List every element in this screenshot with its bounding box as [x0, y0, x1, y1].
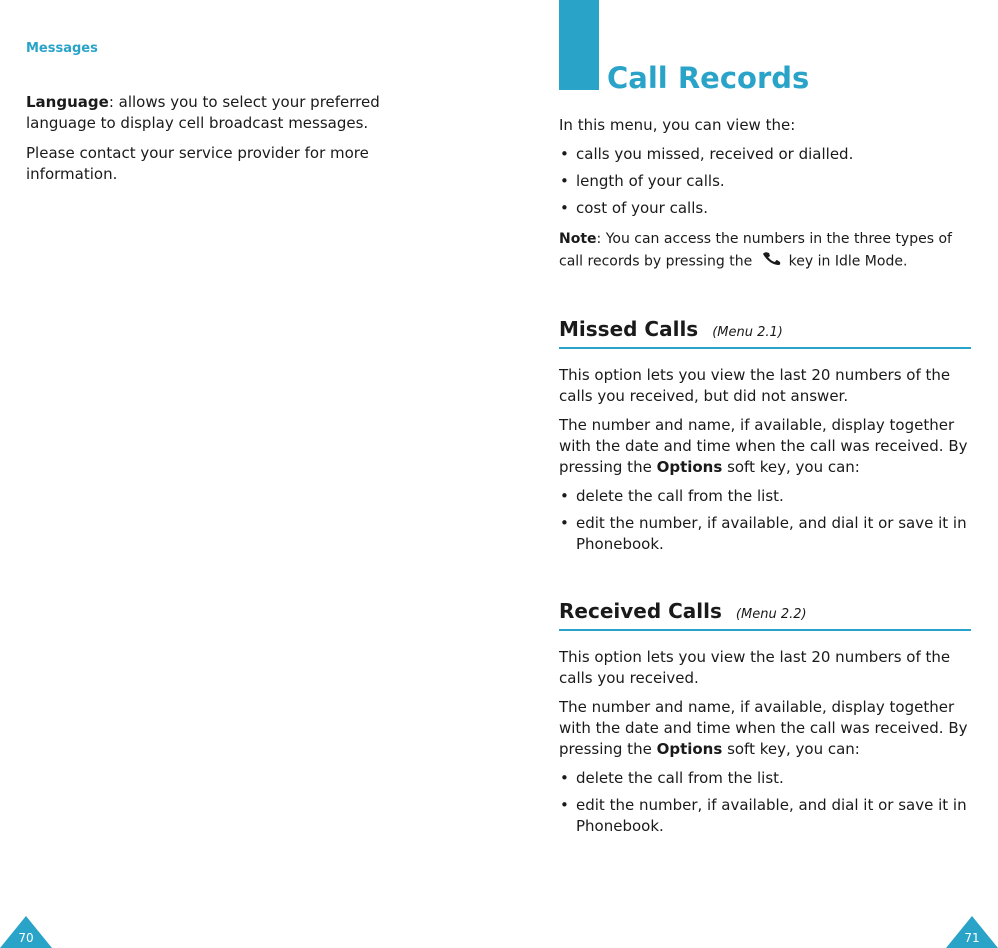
received-calls-title: Received Calls	[559, 599, 722, 623]
note-label: Note	[559, 231, 597, 247]
left-body	[26, 92, 406, 194]
missed-calls-title: Missed Calls	[559, 317, 699, 341]
chapter-title: Call Records	[607, 61, 810, 95]
missed-options-list	[559, 486, 971, 555]
note-text-before: : You can access the numbers in the three types of call records by pressing the	[559, 231, 952, 270]
list-item: • edit the number, if available, and dial it or save it in Phonebook.	[560, 514, 967, 553]
page-number-left	[0, 908, 52, 948]
list-item: • cost of your calls.	[560, 199, 708, 217]
received-para1: This option lets you view the last 20 numbers of the calls you received.	[559, 648, 951, 687]
right-body	[559, 115, 971, 844]
bullet-glyph: •	[560, 487, 569, 505]
bullet-glyph: •	[560, 769, 569, 787]
missed-calls-heading	[559, 319, 971, 349]
note-text-after: key in Idle Mode.	[788, 253, 908, 270]
chapter-tab	[559, 0, 599, 90]
language-text: : allows you to select your preferred language to display cell broadcast messages.	[26, 93, 380, 132]
phone-send-icon	[761, 250, 785, 273]
page-number-right	[946, 908, 998, 948]
intro-list	[559, 144, 971, 219]
list-item: • calls you missed, received or dialled.	[560, 145, 854, 163]
missed-para1: This option lets you view the last 20 numbers of the calls you received, but did not answer.	[559, 366, 951, 405]
received-calls-menu: (Menu 2.2)	[735, 607, 807, 622]
intro-text: In this menu, you can view the:	[559, 116, 796, 134]
page-number-text: 70	[18, 931, 34, 945]
section-label: Messages	[26, 41, 98, 56]
received-para2: The number and name, if available, display together with the date and time when the call was received. By pressing the Options soft key, you can:	[559, 698, 968, 758]
page-number-text: 71	[964, 931, 980, 945]
bullet-glyph: •	[560, 199, 569, 217]
received-options-list	[559, 768, 971, 837]
list-item: • length of your calls.	[560, 172, 725, 190]
missed-calls-menu: (Menu 2.1)	[712, 325, 783, 340]
bullet-glyph: •	[560, 145, 569, 163]
list-item: • delete the call from the list.	[560, 487, 784, 505]
contact-paragraph: Please contact your service provider for more information.	[26, 144, 369, 183]
note	[559, 229, 971, 273]
received-calls-heading	[559, 601, 971, 631]
bullet-glyph: •	[560, 796, 569, 814]
missed-para2: The number and name, if available, display together with the date and time when the call was received. By pressing the Options soft key, you can:	[559, 416, 968, 476]
list-item: • delete the call from the list.	[560, 769, 784, 787]
language-paragraph	[26, 92, 406, 134]
bullet-glyph: •	[560, 172, 569, 190]
right-page	[499, 0, 998, 948]
bullet-glyph: •	[560, 514, 569, 532]
language-term: Language	[26, 93, 109, 111]
list-item: • edit the number, if available, and dial it or save it in Phonebook.	[560, 796, 967, 835]
